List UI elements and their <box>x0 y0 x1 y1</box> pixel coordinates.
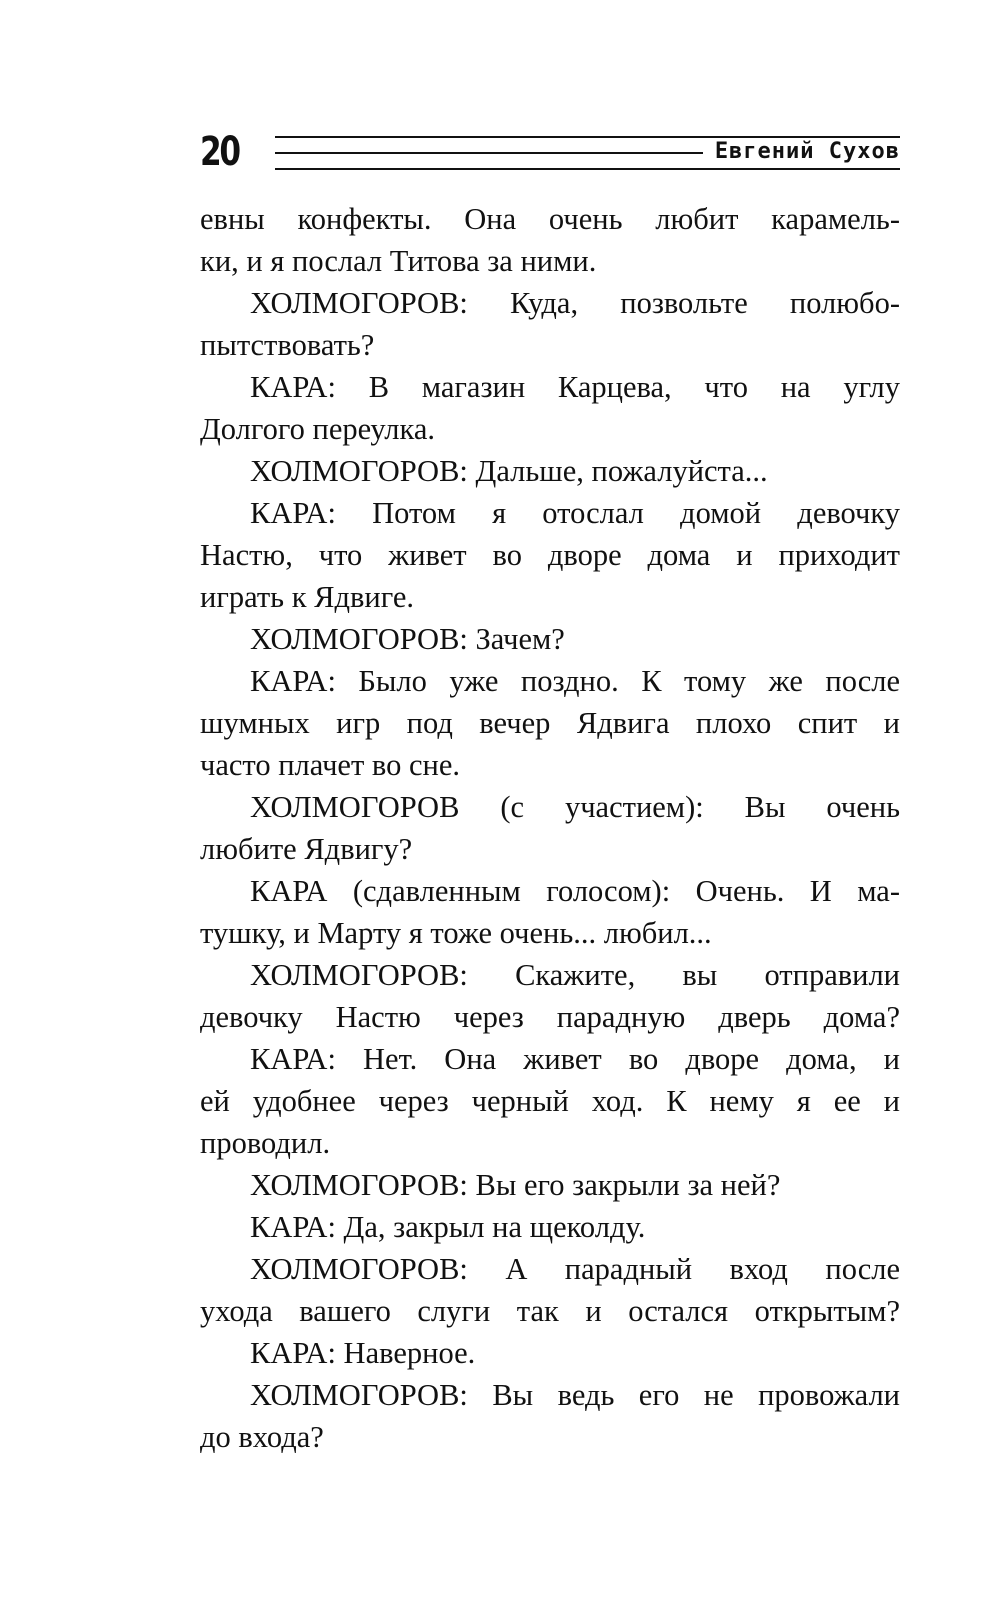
text-line: до входа? <box>200 1420 324 1454</box>
text-line: шумных игр под вечер Ядвига плохо спит и <box>200 706 900 740</box>
author-name: Евгений Сухов <box>703 138 900 166</box>
text-line: часто плачет во сне. <box>200 748 460 782</box>
text-line: КАРА: Было уже поздно. К тому же после <box>250 664 900 698</box>
text-line: ХОЛМОГОРОВ: А парадный вход после <box>250 1252 900 1286</box>
body-text <box>200 198 900 1458</box>
text-line: ХОЛМОГОРОВ: Скажите, вы отправили <box>250 958 900 992</box>
text-line: любите Ядвигу? <box>200 832 413 866</box>
text-line: играть к Ядвиге. <box>200 580 414 614</box>
text-line: ей удобнее через черный ход. К нему я ее и <box>200 1084 900 1118</box>
text-line: ХОЛМОГОРОВ: Вы ведь его не провожали <box>250 1378 900 1412</box>
text-line: ХОЛМОГОРОВ: Куда, позвольте полюбо- <box>250 286 900 320</box>
text-line: КАРА (сдавленным голосом): Очень. И ма- <box>250 874 900 908</box>
text-line: ХОЛМОГОРОВ (с участием): Вы очень <box>250 790 900 824</box>
text-line: ки, и я послал Титова за ними. <box>200 244 597 278</box>
text-line: ХОЛМОГОРОВ: Зачем? <box>250 622 565 656</box>
text-line: пытствовать? <box>200 328 375 362</box>
text-line: КАРА: Потом я отослал домой девочку <box>250 496 900 530</box>
text-line: девочку Настю через парадную дверь дома? <box>200 1000 900 1034</box>
text-line: Настю, что живет во дворе дома и приходит <box>200 538 900 572</box>
text-line: евны конфекты. Она очень любит карамель- <box>200 202 900 236</box>
text-line: Долгого переулка. <box>200 412 436 446</box>
text-line: проводил. <box>200 1126 331 1160</box>
text-line: ухода вашего слуги так и остался открытым? <box>200 1294 900 1328</box>
text-line: тушку, и Марту я тоже очень... любил... <box>200 916 712 950</box>
running-header <box>200 128 900 178</box>
text-line: ХОЛМОГОРОВ: Вы его закрыли за ней? <box>250 1168 781 1202</box>
text-line: КАРА: В магазин Карцева, что на углу <box>250 370 900 404</box>
text-line: КАРА: Да, закрыл на щеколду. <box>250 1210 646 1244</box>
text-line: ХОЛМОГОРОВ: Дальше, пожалуйста... <box>250 454 768 488</box>
text-line: КАРА: Наверное. <box>250 1336 476 1370</box>
header-rule-bottom <box>275 168 900 170</box>
text-line: КАРА: Нет. Она живет во дворе дома, и <box>250 1042 900 1076</box>
page-number: 20 <box>200 129 239 175</box>
